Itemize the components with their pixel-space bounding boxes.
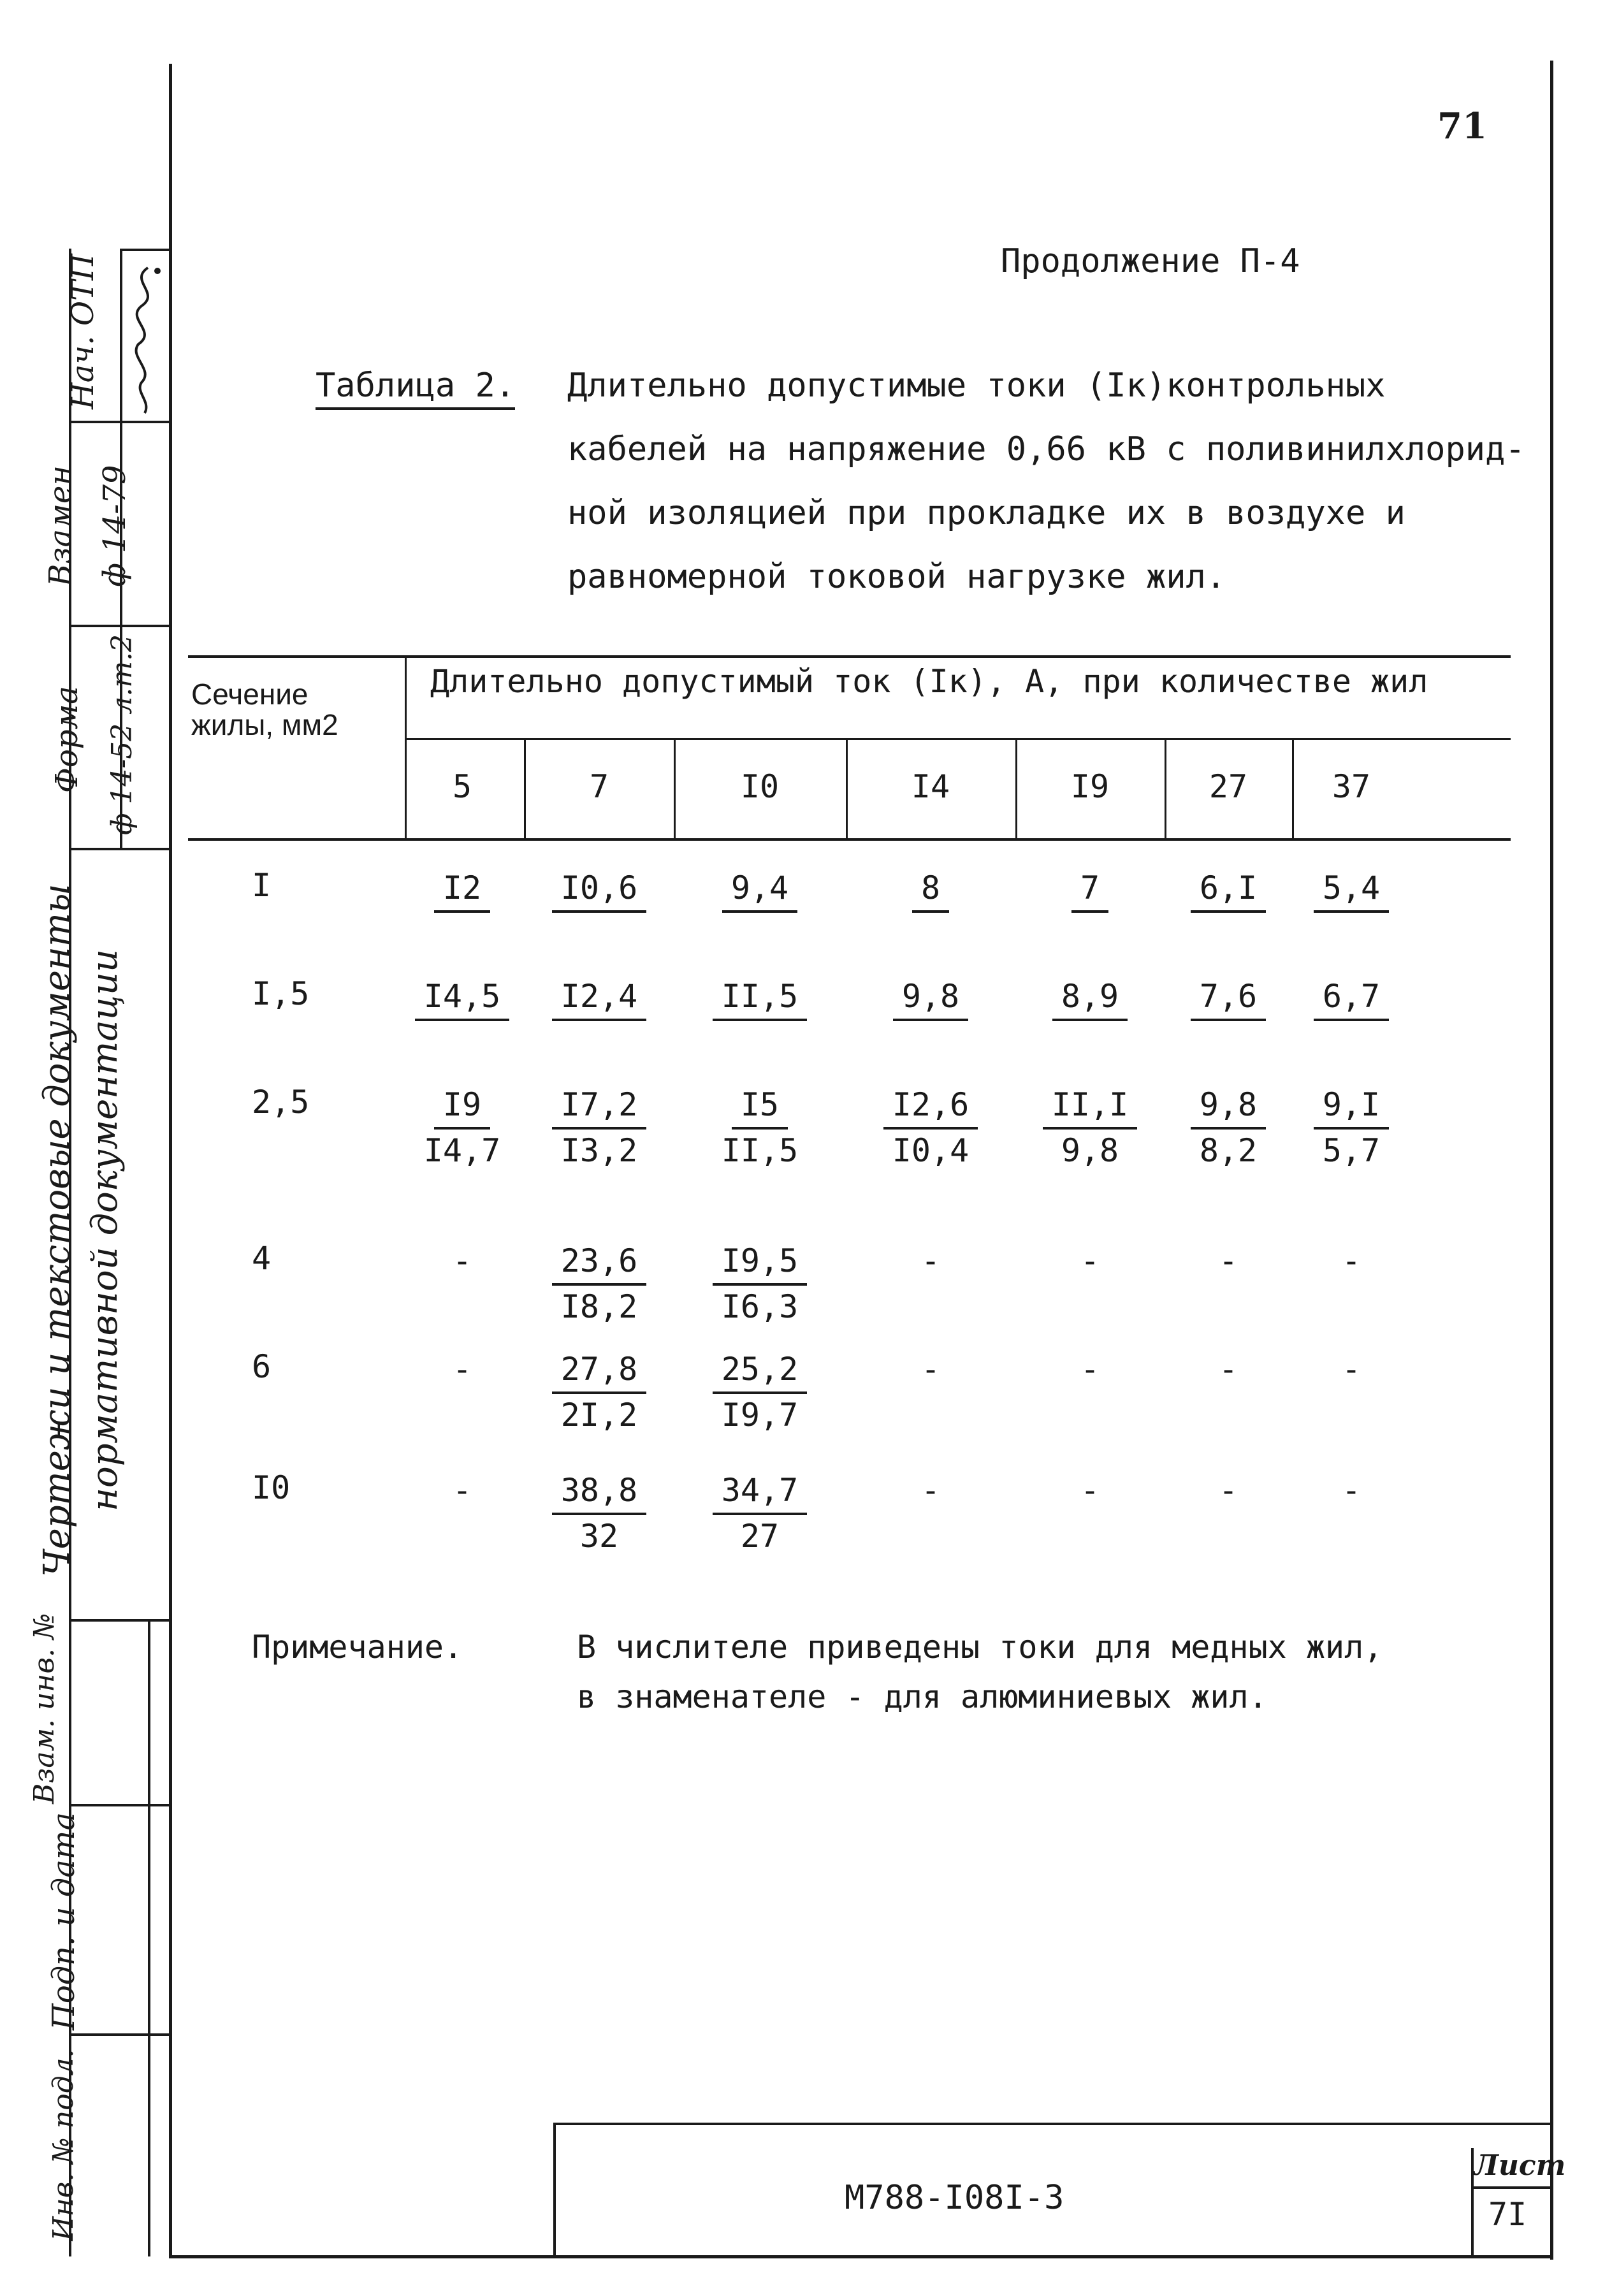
value-cell (1275, 1240, 1428, 1282)
value-cell (523, 1240, 676, 1328)
value-cell (1013, 1348, 1166, 1390)
numerator: I9 (434, 1084, 490, 1130)
numerator: - (920, 1242, 941, 1279)
col0-header-line: жилы, мм2 (191, 708, 338, 741)
value-cell (523, 1348, 676, 1436)
value-cell (854, 1240, 1007, 1282)
column-header: 7 (589, 768, 609, 805)
margin-strip-top (120, 249, 171, 251)
numerator: I5 (732, 1084, 788, 1130)
numerator: - (1341, 1472, 1361, 1509)
caption-line: Длительно допустимые токи (Iк)контрольных (567, 367, 1386, 405)
value-cell (386, 1240, 539, 1282)
numerator: 9,8 (893, 975, 968, 1021)
value-cell (386, 975, 539, 1021)
value-cell (854, 1469, 1007, 1511)
margin-inv-podl: Инв. № подл. (47, 2049, 80, 2241)
denominator: I9,7 (721, 1397, 799, 1434)
margin-vzamen: Взамен (43, 465, 78, 586)
numerator: 34,7 (713, 1469, 807, 1515)
denominator: 32 (579, 1518, 619, 1555)
value-cell (1013, 1469, 1166, 1511)
value-cell (683, 867, 836, 913)
denominator: 8,2 (1199, 1132, 1258, 1169)
note-line: в знаменателе - для алюминиевых жил. (577, 1678, 1268, 1715)
denominator: 9,8 (1061, 1132, 1119, 1169)
column-header: 5 (452, 768, 472, 805)
table-header-bottom-rule (188, 838, 1511, 841)
numerator: II,5 (713, 975, 807, 1021)
numerator: I2,6 (883, 1084, 978, 1130)
margin-podp-data: Подп. и дата (46, 1812, 82, 2030)
numerator: - (452, 1472, 472, 1509)
numerator: 38,8 (552, 1469, 646, 1515)
value-cell (386, 1348, 539, 1390)
frame-right-border (1550, 61, 1553, 2260)
note-label: Примечание. (252, 1629, 463, 1666)
value-cell (854, 867, 1007, 913)
title-block-top (553, 2123, 1552, 2125)
value-cell (683, 1469, 836, 1557)
group-header: Длительно допустимый ток (Iк), А, при количестве жил (430, 663, 1428, 700)
table-group-rule (405, 738, 1511, 740)
numerator: 6,7 (1314, 975, 1389, 1021)
margin-strip-mid2 (148, 1619, 150, 2256)
value-cell (1275, 1084, 1428, 1172)
value-cell (1275, 1469, 1428, 1511)
table-caption (567, 367, 1525, 621)
table-top-rule (188, 655, 1511, 658)
margin-divider-3 (69, 848, 171, 850)
numerator: - (1218, 1351, 1238, 1388)
numerator: - (920, 1351, 941, 1388)
col-sep-4 (1015, 739, 1017, 838)
denominator: II,5 (721, 1132, 799, 1169)
numerator: - (1080, 1351, 1100, 1388)
numerator: 9,8 (1191, 1084, 1266, 1130)
value-cell (386, 1469, 539, 1511)
col-sep-3 (846, 739, 848, 838)
value-cell (683, 1240, 836, 1328)
value-cell (683, 975, 836, 1021)
frame-left-border (169, 64, 172, 2256)
margin-divider-5 (69, 1804, 171, 1806)
numerator: I4,5 (415, 975, 509, 1021)
note-text (577, 1629, 1383, 1728)
margin-drawings-line1: Чертежи и текстовые документы (36, 883, 78, 1577)
margin-forma: Форма (49, 686, 85, 793)
signature-image (122, 255, 167, 418)
value-cell (1275, 1348, 1428, 1390)
value-cell (683, 1084, 836, 1172)
numerator: 9,I (1314, 1084, 1389, 1130)
value-cell (1013, 1240, 1166, 1282)
denominator: I3,2 (560, 1132, 638, 1169)
margin-vzam-inv: Взам. инв. № (28, 1613, 61, 1804)
column-header: 37 (1332, 768, 1371, 805)
denominator: I0,4 (892, 1132, 969, 1169)
numerator: - (1080, 1472, 1100, 1509)
numerator: 8,9 (1052, 975, 1128, 1021)
col-sep-2 (674, 739, 676, 838)
margin-drawings-line2: нормативной документации (84, 949, 126, 1511)
numerator: 27,8 (552, 1348, 646, 1394)
numerator: - (452, 1242, 472, 1279)
denominator: 27 (740, 1518, 780, 1555)
sheet-cell-divider (1471, 2186, 1552, 2189)
denominator: I6,3 (721, 1288, 799, 1325)
value-cell (1275, 975, 1428, 1021)
value-cell (683, 1348, 836, 1436)
margin-divider-6 (69, 2033, 171, 2036)
value-cell (523, 975, 676, 1021)
column-header: 27 (1209, 768, 1248, 805)
numerator: I0,6 (552, 867, 646, 913)
value-cell (854, 1084, 1007, 1172)
frame-bottom-border (169, 2255, 1553, 2258)
value-cell (1013, 867, 1166, 913)
numerator: - (1341, 1242, 1361, 1279)
numerator: 25,2 (713, 1348, 807, 1394)
value-cell (1013, 1084, 1166, 1172)
numerator: 7 (1071, 867, 1108, 913)
value-cell (523, 1469, 676, 1557)
col0-header-line: Сечение (191, 678, 309, 711)
numerator: - (452, 1351, 472, 1388)
col0-header (191, 679, 338, 740)
numerator: 7,6 (1191, 975, 1266, 1021)
numerator: I2 (434, 867, 490, 913)
note-line: В числителе приведены токи для медных жил, (577, 1629, 1383, 1666)
value-cell (1013, 975, 1166, 1021)
col-sep-0 (405, 657, 407, 839)
numerator: 23,6 (552, 1240, 646, 1286)
section-cell: I (252, 867, 272, 904)
margin-forma-value: ф 14-52 л.т.2 (106, 634, 138, 835)
margin-divider-1 (69, 421, 171, 423)
numerator: 9,4 (722, 867, 797, 913)
numerator: II,I (1043, 1084, 1137, 1130)
margin-nach-otp: Нач. ОТП (65, 253, 101, 410)
value-cell (523, 1084, 676, 1172)
numerator: - (1080, 1242, 1100, 1279)
table-label: Таблица 2. (316, 367, 515, 410)
numerator: - (1218, 1242, 1238, 1279)
denominator: 2I,2 (560, 1397, 638, 1434)
column-header: I0 (740, 768, 780, 805)
page-number: 71 (1437, 105, 1487, 147)
numerator: 8 (912, 867, 949, 913)
numerator: 6,I (1191, 867, 1266, 913)
numerator: 5,4 (1314, 867, 1389, 913)
section-cell: I0 (252, 1469, 291, 1506)
section-cell: 4 (252, 1240, 272, 1277)
margin-divider-4 (69, 1619, 171, 1622)
numerator: I9,5 (713, 1240, 807, 1286)
numerator: - (1218, 1472, 1238, 1509)
value-cell (386, 1084, 539, 1172)
value-cell (1275, 867, 1428, 913)
value-cell (854, 975, 1007, 1021)
caption-line: равномерной токовой нагрузке жил. (567, 558, 1226, 596)
caption-line: кабелей на напряжение 0,66 кВ с поливинилхлорид- (567, 430, 1525, 469)
column-header: I9 (1070, 768, 1110, 805)
sheet-number: 7I (1488, 2196, 1527, 2233)
margin-divider-2 (69, 625, 171, 627)
denominator: I8,2 (560, 1288, 638, 1325)
numerator: I7,2 (552, 1084, 646, 1130)
margin-vzamen-value: ф 14-79 (97, 465, 133, 587)
continuation-heading: Продолжение П-4 (1001, 242, 1300, 280)
section-cell: I,5 (252, 975, 310, 1012)
denominator: I4,7 (423, 1132, 501, 1169)
document-code: М788-I08I-3 (845, 2179, 1064, 2217)
section-cell: 2,5 (252, 1084, 310, 1121)
caption-line: ной изоляцией при прокладке их в воздухе и (567, 494, 1405, 532)
column-header: I4 (911, 768, 950, 805)
value-cell (854, 1348, 1007, 1390)
numerator: - (1341, 1351, 1361, 1388)
value-cell (523, 867, 676, 913)
numerator: I2,4 (552, 975, 646, 1021)
denominator: 5,7 (1322, 1132, 1381, 1169)
value-cell (386, 867, 539, 913)
numerator: - (920, 1472, 941, 1509)
section-cell: 6 (252, 1348, 272, 1385)
sheet-label: Лист (1474, 2149, 1566, 2182)
title-block-left (553, 2123, 556, 2256)
